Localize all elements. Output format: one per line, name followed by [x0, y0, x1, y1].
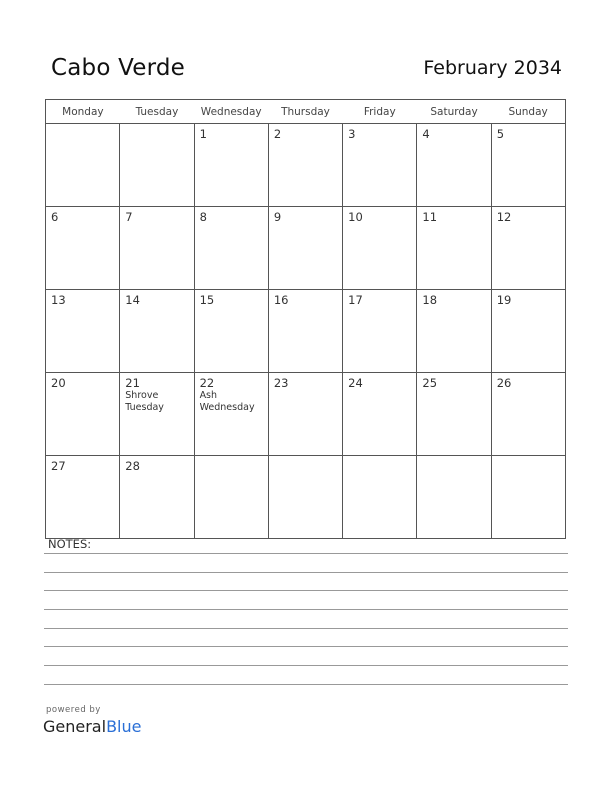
note-line — [44, 665, 568, 666]
day-cell — [343, 373, 417, 456]
day-cell — [343, 456, 417, 539]
day-number: 28 — [125, 459, 140, 473]
day-cell — [120, 124, 194, 207]
weekday-thursday: Thursday — [268, 100, 342, 124]
day-number: 20 — [51, 376, 66, 390]
day-number: 5 — [496, 127, 505, 141]
day-number: 8 — [199, 210, 207, 224]
day-cell — [491, 290, 565, 373]
notes-label: NOTES: — [48, 537, 92, 551]
week-row — [46, 124, 566, 207]
day-number: 1 — [199, 127, 207, 141]
day-number: 23 — [273, 376, 289, 390]
day-number: 19 — [496, 293, 512, 307]
day-number: 18 — [422, 293, 438, 307]
brand-name-part1: General — [43, 717, 107, 736]
powered-by-text: powered by — [46, 705, 101, 715]
weekday-tuesday: Tuesday — [120, 100, 194, 124]
day-cell — [268, 207, 342, 290]
day-cell — [120, 290, 194, 373]
day-cell — [417, 373, 491, 456]
note-line — [44, 590, 568, 591]
week-row — [46, 373, 566, 456]
day-cell — [46, 373, 120, 456]
day-cell — [268, 456, 342, 539]
day-cell — [194, 373, 268, 456]
day-number: 4 — [422, 127, 430, 141]
note-line — [44, 553, 568, 554]
day-cell — [491, 207, 565, 290]
day-cell — [417, 124, 491, 207]
day-cell — [268, 290, 342, 373]
note-line — [44, 572, 568, 573]
brand-logo[interactable] — [43, 717, 141, 736]
day-cell — [120, 207, 194, 290]
week-row — [46, 456, 566, 539]
day-cell — [417, 207, 491, 290]
note-line — [44, 646, 568, 647]
holiday-label: Tuesday — [125, 402, 164, 413]
day-number: 16 — [273, 293, 289, 307]
brand-name-part2: Blue — [106, 717, 142, 736]
day-cell — [491, 456, 565, 539]
day-cell — [268, 124, 342, 207]
day-cell — [194, 456, 268, 539]
day-number: 27 — [51, 459, 66, 473]
weekday-wednesday: Wednesday — [194, 100, 268, 124]
holiday-label: Ash — [199, 390, 218, 401]
day-number: 10 — [348, 210, 363, 224]
calendar-body — [46, 124, 566, 539]
day-cell — [417, 290, 491, 373]
day-cell — [343, 124, 417, 207]
day-cell — [46, 456, 120, 539]
day-number: 9 — [273, 210, 282, 224]
day-number: 12 — [496, 210, 512, 224]
day-cell — [268, 373, 342, 456]
week-row — [46, 290, 566, 373]
day-cell — [343, 207, 417, 290]
day-cell — [491, 124, 565, 207]
calendar-grid — [45, 99, 566, 539]
day-number: 22 — [199, 376, 215, 390]
holiday-label: Wednesday — [199, 402, 255, 413]
weekday-monday: Monday — [46, 100, 120, 124]
day-cell — [46, 290, 120, 373]
day-cell — [194, 207, 268, 290]
weekday-header-row — [46, 100, 566, 124]
day-cell — [343, 290, 417, 373]
day-number: 6 — [51, 210, 59, 224]
day-number: 2 — [273, 127, 282, 141]
day-number: 21 — [125, 376, 140, 390]
holiday-label: Shrove — [125, 390, 159, 401]
day-number: 13 — [51, 293, 66, 307]
country-title: Cabo Verde — [51, 55, 186, 81]
day-number: 25 — [422, 376, 438, 390]
weekday-sunday: Sunday — [491, 100, 565, 124]
note-line — [44, 684, 568, 685]
day-number: 26 — [496, 376, 512, 390]
day-cell — [46, 124, 120, 207]
day-number: 24 — [348, 376, 363, 390]
day-number: 15 — [199, 293, 215, 307]
day-cell — [120, 373, 194, 456]
day-cell — [46, 207, 120, 290]
day-number: 17 — [348, 293, 363, 307]
month-title: February 2034 — [423, 57, 562, 79]
week-row — [46, 207, 566, 290]
day-number: 7 — [125, 210, 133, 224]
day-cell — [120, 456, 194, 539]
day-cell — [417, 456, 491, 539]
day-number: 14 — [125, 293, 140, 307]
day-number: 11 — [422, 210, 438, 224]
day-cell — [194, 290, 268, 373]
day-cell — [491, 373, 565, 456]
note-line — [44, 628, 568, 629]
weekday-saturday: Saturday — [417, 100, 491, 124]
note-line — [44, 609, 568, 610]
day-number: 3 — [348, 127, 356, 141]
weekday-friday: Friday — [343, 100, 417, 124]
day-cell — [194, 124, 268, 207]
